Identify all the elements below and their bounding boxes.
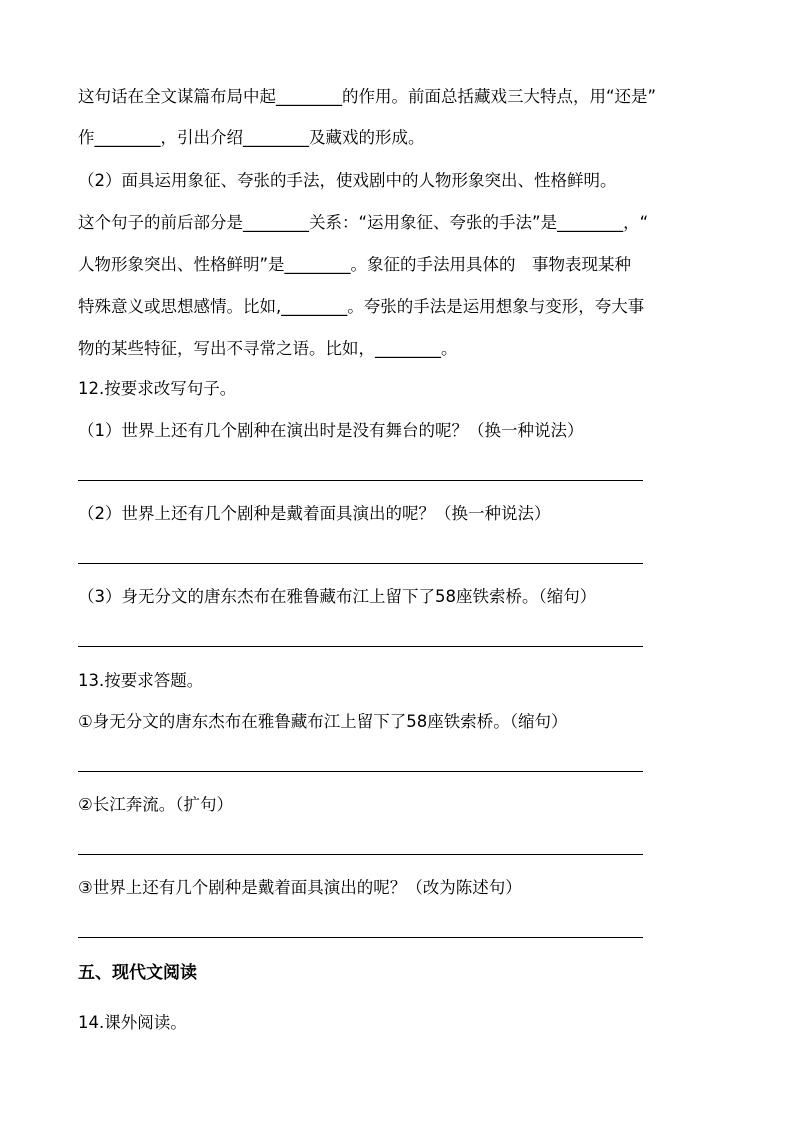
section-5-title: 五、现代文阅读 [78, 963, 197, 983]
question-13-item-2: ②长江奔流。（扩句） [78, 795, 234, 814]
answer-line[interactable] [78, 480, 643, 481]
passage-line-1: 这句话在全文谋篇布局中起________的作用。前面总括藏戏三大特点，用“还是” [78, 87, 657, 106]
answer-line[interactable] [78, 937, 643, 938]
question-12-item-1: （1）世界上还有几个剧种在演出时是没有舞台的呢？（换一种说法） [78, 421, 584, 440]
passage-line-3: （2）面具运用象征、夸张的手法，使戏剧中的人物形象突出、性格鲜明。 [78, 171, 617, 190]
question-13-item-1: ①身无分文的唐东杰布在雅鲁藏布江上留下了58座铁索桥。（缩句） [78, 712, 568, 731]
question-13-title: 13.按要求答题。 [78, 671, 204, 690]
question-14-title: 14.课外阅读。 [78, 1013, 187, 1032]
question-12-item-2: （2）世界上还有几个剧种是戴着面具演出的呢？（换一种说法） [78, 504, 551, 523]
passage-line-4: 这个句子的前后部分是________关系：“运用象征、夸张的手法”是________，“ [78, 213, 649, 232]
answer-line[interactable] [78, 646, 643, 647]
passage-line-6: 特殊意义或思想感情。比如,________。夸张的手法是运用想象与变形，夸大事 [78, 297, 645, 316]
question-12-title: 12.按要求改写句子。 [78, 379, 237, 398]
answer-line[interactable] [78, 771, 643, 772]
question-13-item-3: ③世界上还有几个剧种是戴着面具演出的呢？（改为陈述句） [78, 878, 522, 897]
passage-line-5: 人物形象突出、性格鲜明”是________。象征的手法用具体的 事物表现某种 [78, 255, 632, 274]
passage-line-7: 物的某些特征，写出不寻常之语。比如，________。 [78, 339, 458, 358]
passage-line-2: 作________，引出介绍________及藏戏的形成。 [78, 128, 425, 147]
answer-line[interactable] [78, 563, 643, 564]
question-12-item-3: （3）身无分文的唐东杰布在雅鲁藏布江上留下了58座铁索桥。（缩句） [78, 587, 597, 606]
answer-line[interactable] [78, 854, 643, 855]
